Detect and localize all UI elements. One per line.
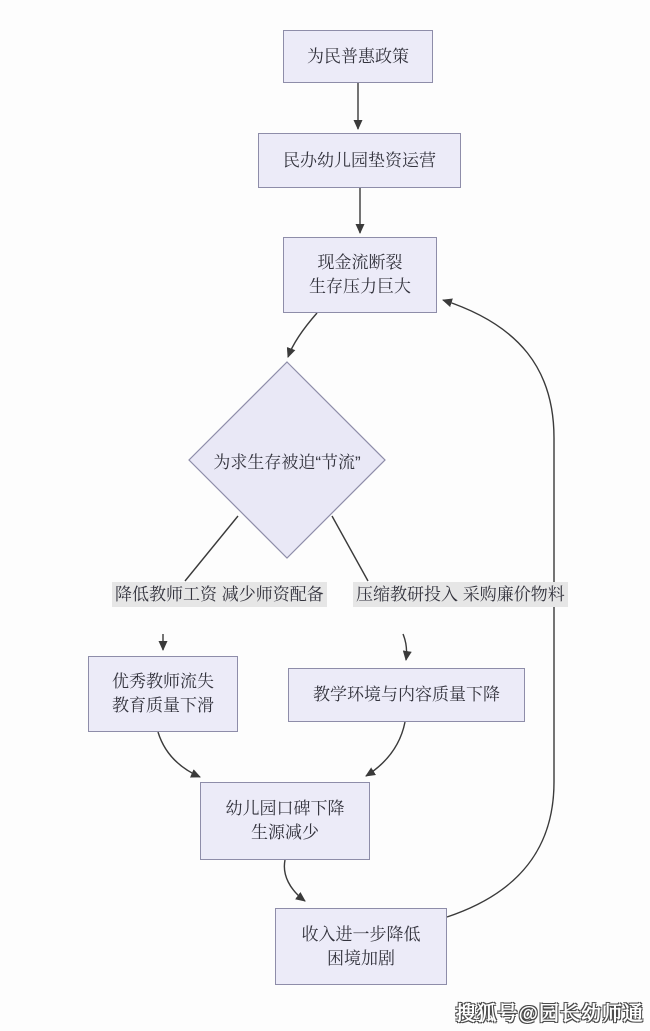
edge-label-cut-staff-line2: 减少师资配备 — [221, 585, 324, 604]
edge-decision-cutstaff — [185, 516, 238, 581]
watermark-sohu: 搜狐号@园长幼师通 — [455, 1003, 644, 1025]
node-income — [275, 908, 447, 985]
edge-label-cut-materials — [353, 582, 568, 607]
edge-label-cut-materials-line1: 压缩教研投入 — [356, 585, 458, 604]
node-reputation-line1: 幼儿园口碑下降 — [225, 799, 345, 818]
node-operation — [258, 133, 461, 188]
edge-income-cashflow-feedback — [443, 300, 554, 917]
node-operation-label: 民办幼儿园垫资运营 — [283, 150, 436, 170]
node-cashflow — [283, 237, 437, 313]
edge-cutmaterials-envquality — [403, 634, 407, 660]
node-teacher-loss-line2: 教育质量下滑 — [112, 696, 214, 715]
node-income-line2: 困境加剧 — [327, 948, 395, 968]
node-cashflow-line2: 生存压力巨大 — [309, 277, 411, 296]
node-env-quality — [288, 668, 525, 722]
edge-label-cut-staff — [112, 582, 327, 607]
node-income-line1: 收入进一步降低 — [301, 924, 421, 944]
edge-envquality-reputation — [366, 722, 405, 776]
node-reputation — [200, 782, 370, 860]
node-reputation-line2: 生源减少 — [251, 823, 319, 842]
decision-diamond-label: 为求生存被迫“节流” — [213, 453, 361, 472]
node-teacher-loss — [88, 656, 238, 732]
node-cashflow-line1: 现金流断裂 — [317, 253, 403, 272]
edge-teacherloss-reputation — [158, 732, 200, 777]
node-env-quality-label: 教学环境与内容质量下降 — [313, 685, 500, 704]
edge-cashflow-decision — [288, 313, 317, 357]
node-teacher-loss-line1: 优秀教师流失 — [112, 672, 214, 691]
edge-decision-cutmaterials — [332, 516, 368, 581]
node-policy-label: 为民普惠政策 — [307, 46, 409, 66]
node-policy — [283, 30, 433, 83]
edge-label-cut-materials-line2: 采购廉价物料 — [462, 585, 565, 604]
edge-label-cut-staff-line1: 降低教师工资 — [115, 585, 217, 604]
edge-reputation-income — [284, 860, 305, 901]
